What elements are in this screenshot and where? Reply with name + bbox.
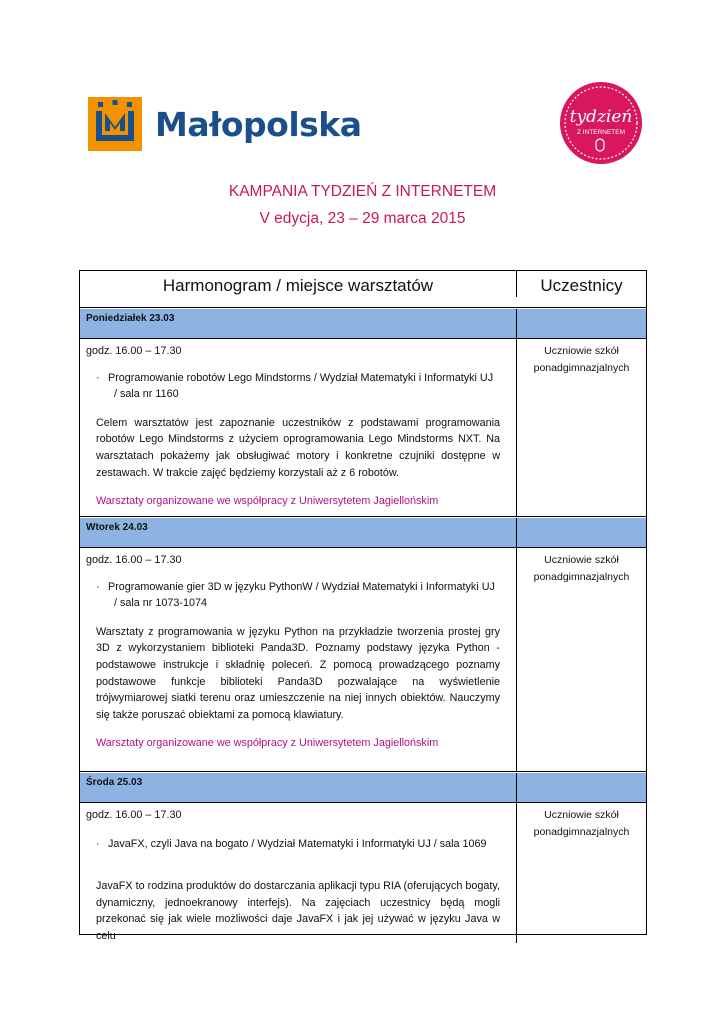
tydzien-logo-text: tydzień: [569, 107, 633, 127]
workshop-time: godz. 16.00 – 17.30: [86, 809, 182, 821]
participants-cell: [517, 548, 646, 771]
workshop-title-line2: / sala nr 1073-1074: [114, 597, 208, 610]
column-header-schedule: Harmonogram / miejsce warsztatów: [80, 271, 517, 297]
workshop-time: godz. 16.00 – 17.30: [86, 345, 182, 357]
cooperation-note: Warsztaty organizowane we współpracy z Uniwersytetem Jagiellońskim: [96, 495, 439, 508]
workshop-time: godz. 16.00 – 17.30: [86, 554, 182, 566]
participants-line1: Uczniowie szkół: [544, 809, 619, 821]
participants-line2: ponadgimnazjalnych: [533, 362, 630, 374]
participants-line1: Uczniowie szkół: [544, 554, 619, 566]
workshop-title: [86, 370, 510, 403]
participants-cell: [517, 803, 646, 943]
bullet-icon: ·: [96, 371, 100, 384]
participants-cell: [517, 339, 646, 516]
column-header-participants: Uczestnicy: [540, 276, 623, 295]
participants-line2: ponadgimnazjalnych: [533, 571, 630, 583]
workshop-details: [80, 803, 517, 943]
participants-line2: ponadgimnazjalnych: [533, 826, 630, 838]
tydzien-logo-subtext: Z INTERNETEM: [576, 129, 626, 136]
day-participants-cell: [517, 518, 646, 547]
day-participants-cell: [517, 309, 646, 338]
workshop-description: JavaFX to rodzina produktów do dostarczania aplikacji typu RIA (oferujących bogaty, dynamiczny, jednoekranowy interfejs). Na zajęciach uczestnicy będą mogli przekonać się jak wiele możliwości daje JavaFX i jak jej używać w języku Java w celu: [96, 880, 500, 942]
day-participants-cell: [517, 773, 646, 802]
schedule-table: [79, 270, 647, 942]
day-row: [80, 308, 646, 339]
workshop-row: [80, 548, 646, 772]
workshop-title-line1: Programowanie robotów Lego Mindstorms / Wydział Matematyki i Informatyki UJ: [108, 371, 494, 384]
malopolska-logo: [88, 97, 362, 151]
page-subtitle: V edycja, 23 – 29 marca 2015: [259, 210, 466, 227]
workshop-title-line1: Programowanie gier 3D w języku PythonW / Wydział Matematyki i Informatyki UJ: [108, 580, 495, 593]
day-label: Poniedziałek 23.03: [80, 309, 517, 338]
workshop-details: [80, 339, 517, 516]
workshop-title: [86, 836, 510, 853]
day-label: Środa 25.03: [80, 773, 517, 802]
campaign-titles: [0, 178, 725, 232]
page-title: KAMPANIA TYDZIEŃ Z INTERNETEM: [228, 183, 497, 200]
day-row: [80, 772, 646, 803]
malopolska-emblem-icon: [88, 97, 142, 151]
day-row: [80, 517, 646, 548]
day-label: Wtorek 24.03: [80, 518, 517, 547]
cooperation-note: Warsztaty organizowane we współpracy z Uniwersytetem Jagiellońskim: [96, 737, 439, 750]
workshop-row: [80, 339, 646, 517]
bullet-icon: ·: [96, 837, 100, 850]
workshop-row: [80, 803, 646, 943]
workshop-details: [80, 548, 517, 771]
workshop-title-line2: / sala nr 1160: [114, 388, 179, 401]
bullet-icon: ·: [96, 580, 100, 593]
workshop-description: Celem warsztatów jest zapoznanie uczestników z podstawami programowania robotów Lego Mindstorms z użyciem oprogramowania Lego Mindstorms NXT. Na warsztatach pokażemy jak obsługiwać motory i konkretne czujniki dostępne w zestawach. W trakcie zajęć będziemy korzystali aż z 6 robotów.: [96, 416, 500, 479]
workshop-title: [86, 579, 510, 612]
workshop-title-line1: JavaFX, czyli Java na bogato / Wydział Matematyki i Informatyki UJ / sala 1069: [108, 837, 487, 850]
tydzien-z-internetem-logo: [559, 81, 643, 165]
participants-line1: Uczniowie szkół: [544, 345, 619, 357]
malopolska-logo-text: Małopolska: [155, 104, 362, 144]
table-header-row: [80, 271, 646, 308]
workshop-description: Warsztaty z programowania w języku Python na przykładzie tworzenia prostej gry 3D z wykorzystaniem biblioteki Panda3D. Poznamy podstawy języka Python - podstawowe instrukcje i składnię poleceń. Z pomocą prowadzącego poznamy podstawowe funkcje biblioteki Panda3D pozwalające na wyświetlenie trójwymiarowej siatki terenu oraz umieszczenie na niej innych obiektów. Nauczymy się także poruszać obiektami za pomocą klawiatury.: [96, 625, 500, 721]
